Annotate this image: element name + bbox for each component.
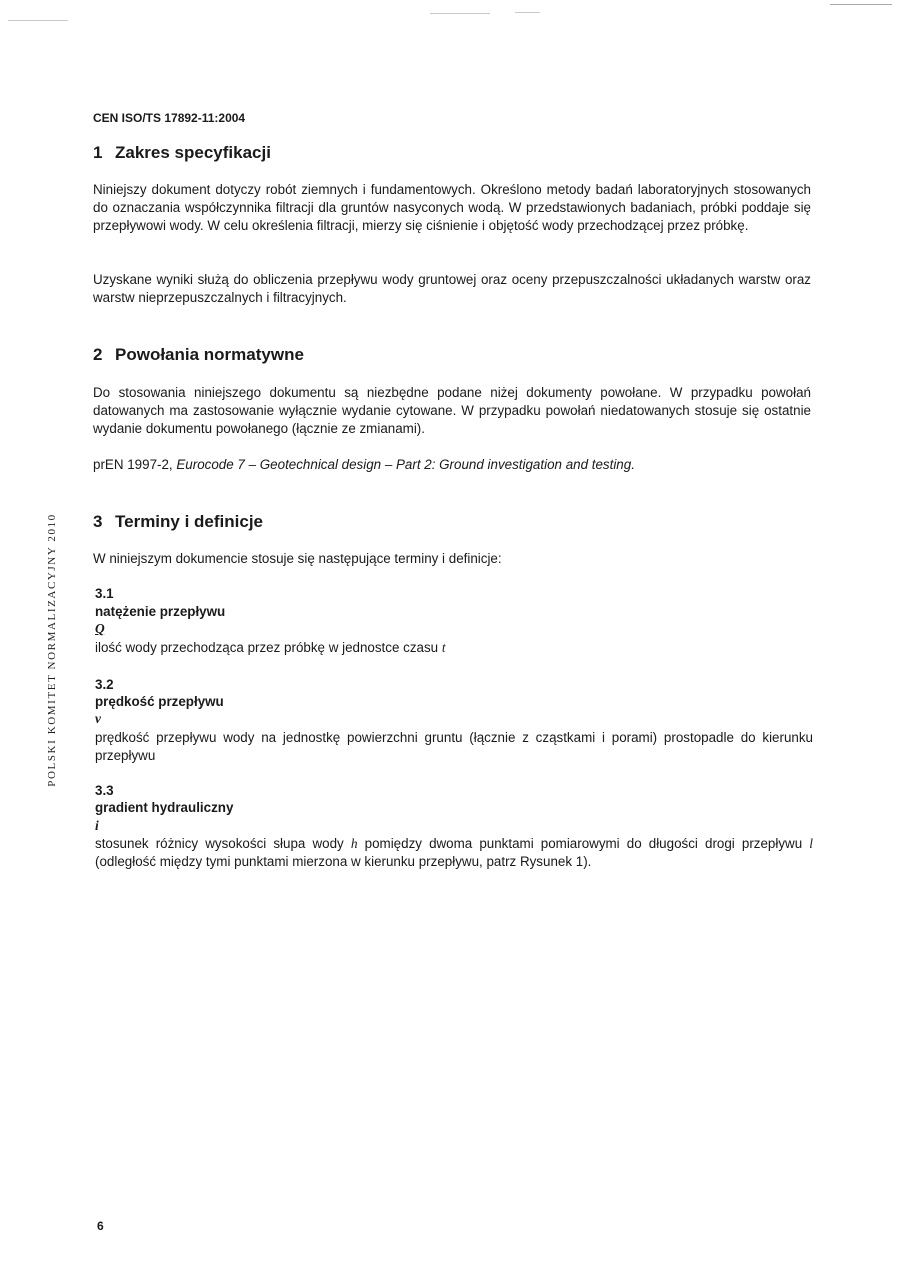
definition-text: ilość wody przechodząca przez próbkę w jednostce czasu (95, 640, 442, 655)
term-definition: prędkość przepływu wody na jednostkę powierzchni gruntu (łącznie z cząstkami i porami) prostopadle do kierunku przepływu (95, 730, 813, 763)
section-3-heading (93, 512, 263, 532)
term-name: prędkość przepływu (95, 694, 224, 709)
term-number: 3.1 (95, 586, 114, 601)
section-2-paragraph-1: Do stosowania niniejszego dokumentu są niezbędne podane niżej dokumenty powołane. W przypadku powołań datowanych ma zastosowanie wyłącznie wydanie cytowane. W przypadku powołań niedatowanych stosuje się ostatnie wydanie dokumentu powołanego (łącznie ze zmianami). (93, 385, 811, 436)
variable-symbol: l (809, 836, 814, 851)
scan-artifact (430, 13, 490, 14)
section-title: Terminy i definicje (115, 512, 264, 531)
term-symbol: v (95, 711, 101, 726)
variable-symbol: t (441, 640, 446, 655)
reference-title: Eurocode 7 – Geotechnical design – Part 2: Ground investigation and testing. (176, 457, 635, 472)
section-1-paragraph-2: Uzyskane wyniki służą do obliczenia przepływu wody gruntowej oraz oceny przepuszczalności układanych warstw oraz warstw nieprzepuszczalnych i filtracyjnych. (93, 272, 811, 305)
watermark: POLSKI KOMITET NORMALIZACYJNY 2010 (46, 513, 58, 787)
document-code: CEN ISO/TS 17892-11:2004 (93, 111, 246, 125)
term-name: natężenie przepływu (95, 604, 226, 619)
scan-artifact (830, 4, 892, 5)
scan-artifact (8, 20, 68, 21)
term-number: 3.2 (95, 677, 114, 692)
normative-reference (93, 456, 811, 474)
section-number: 3 (93, 512, 103, 531)
section-1-paragraph-1: Niniejszy dokument dotyczy robót ziemnych i fundamentowych. Określono metody badań laboratoryjnych stosowanych do oznaczania współczynnika filtracji dla gruntów nasyconych wodą. W przedstawionych badaniach, próbki poddaje się przepływowi wody. W celu określenia filtracji, mierzy się ciśnienie i objętość wody przechodzącej przez próbkę. (93, 182, 811, 233)
term-symbol: i (95, 818, 99, 833)
section-3-intro: W niniejszym dokumencie stosuje się następujące terminy i definicje: (93, 551, 502, 566)
variable-symbol: h (350, 836, 358, 851)
definition-text: stosunek różnicy wysokości słupa wody (95, 836, 351, 851)
term-name: gradient hydrauliczny (95, 800, 234, 815)
scan-artifact (515, 12, 540, 13)
definition-text: (odległość między tymi punktami mierzona w kierunku przepływu, patrz Rysunek 1). (95, 854, 592, 869)
reference-code: prEN 1997-2, (93, 457, 177, 472)
section-title: Powołania normatywne (115, 345, 304, 364)
section-title: Zakres specyfikacji (115, 143, 271, 162)
section-number: 2 (93, 345, 103, 364)
term-symbol: Q (95, 621, 105, 636)
section-1-heading (93, 143, 271, 163)
definition-text: pomiędzy dwoma punktami pomiarowymi do długości drogi przepływu (357, 836, 810, 851)
term-definition (95, 835, 813, 871)
term-number: 3.3 (95, 783, 114, 798)
section-number: 1 (93, 143, 103, 162)
section-2-heading (93, 345, 304, 365)
page-number: 6 (97, 1219, 104, 1233)
term-definition (95, 639, 813, 657)
